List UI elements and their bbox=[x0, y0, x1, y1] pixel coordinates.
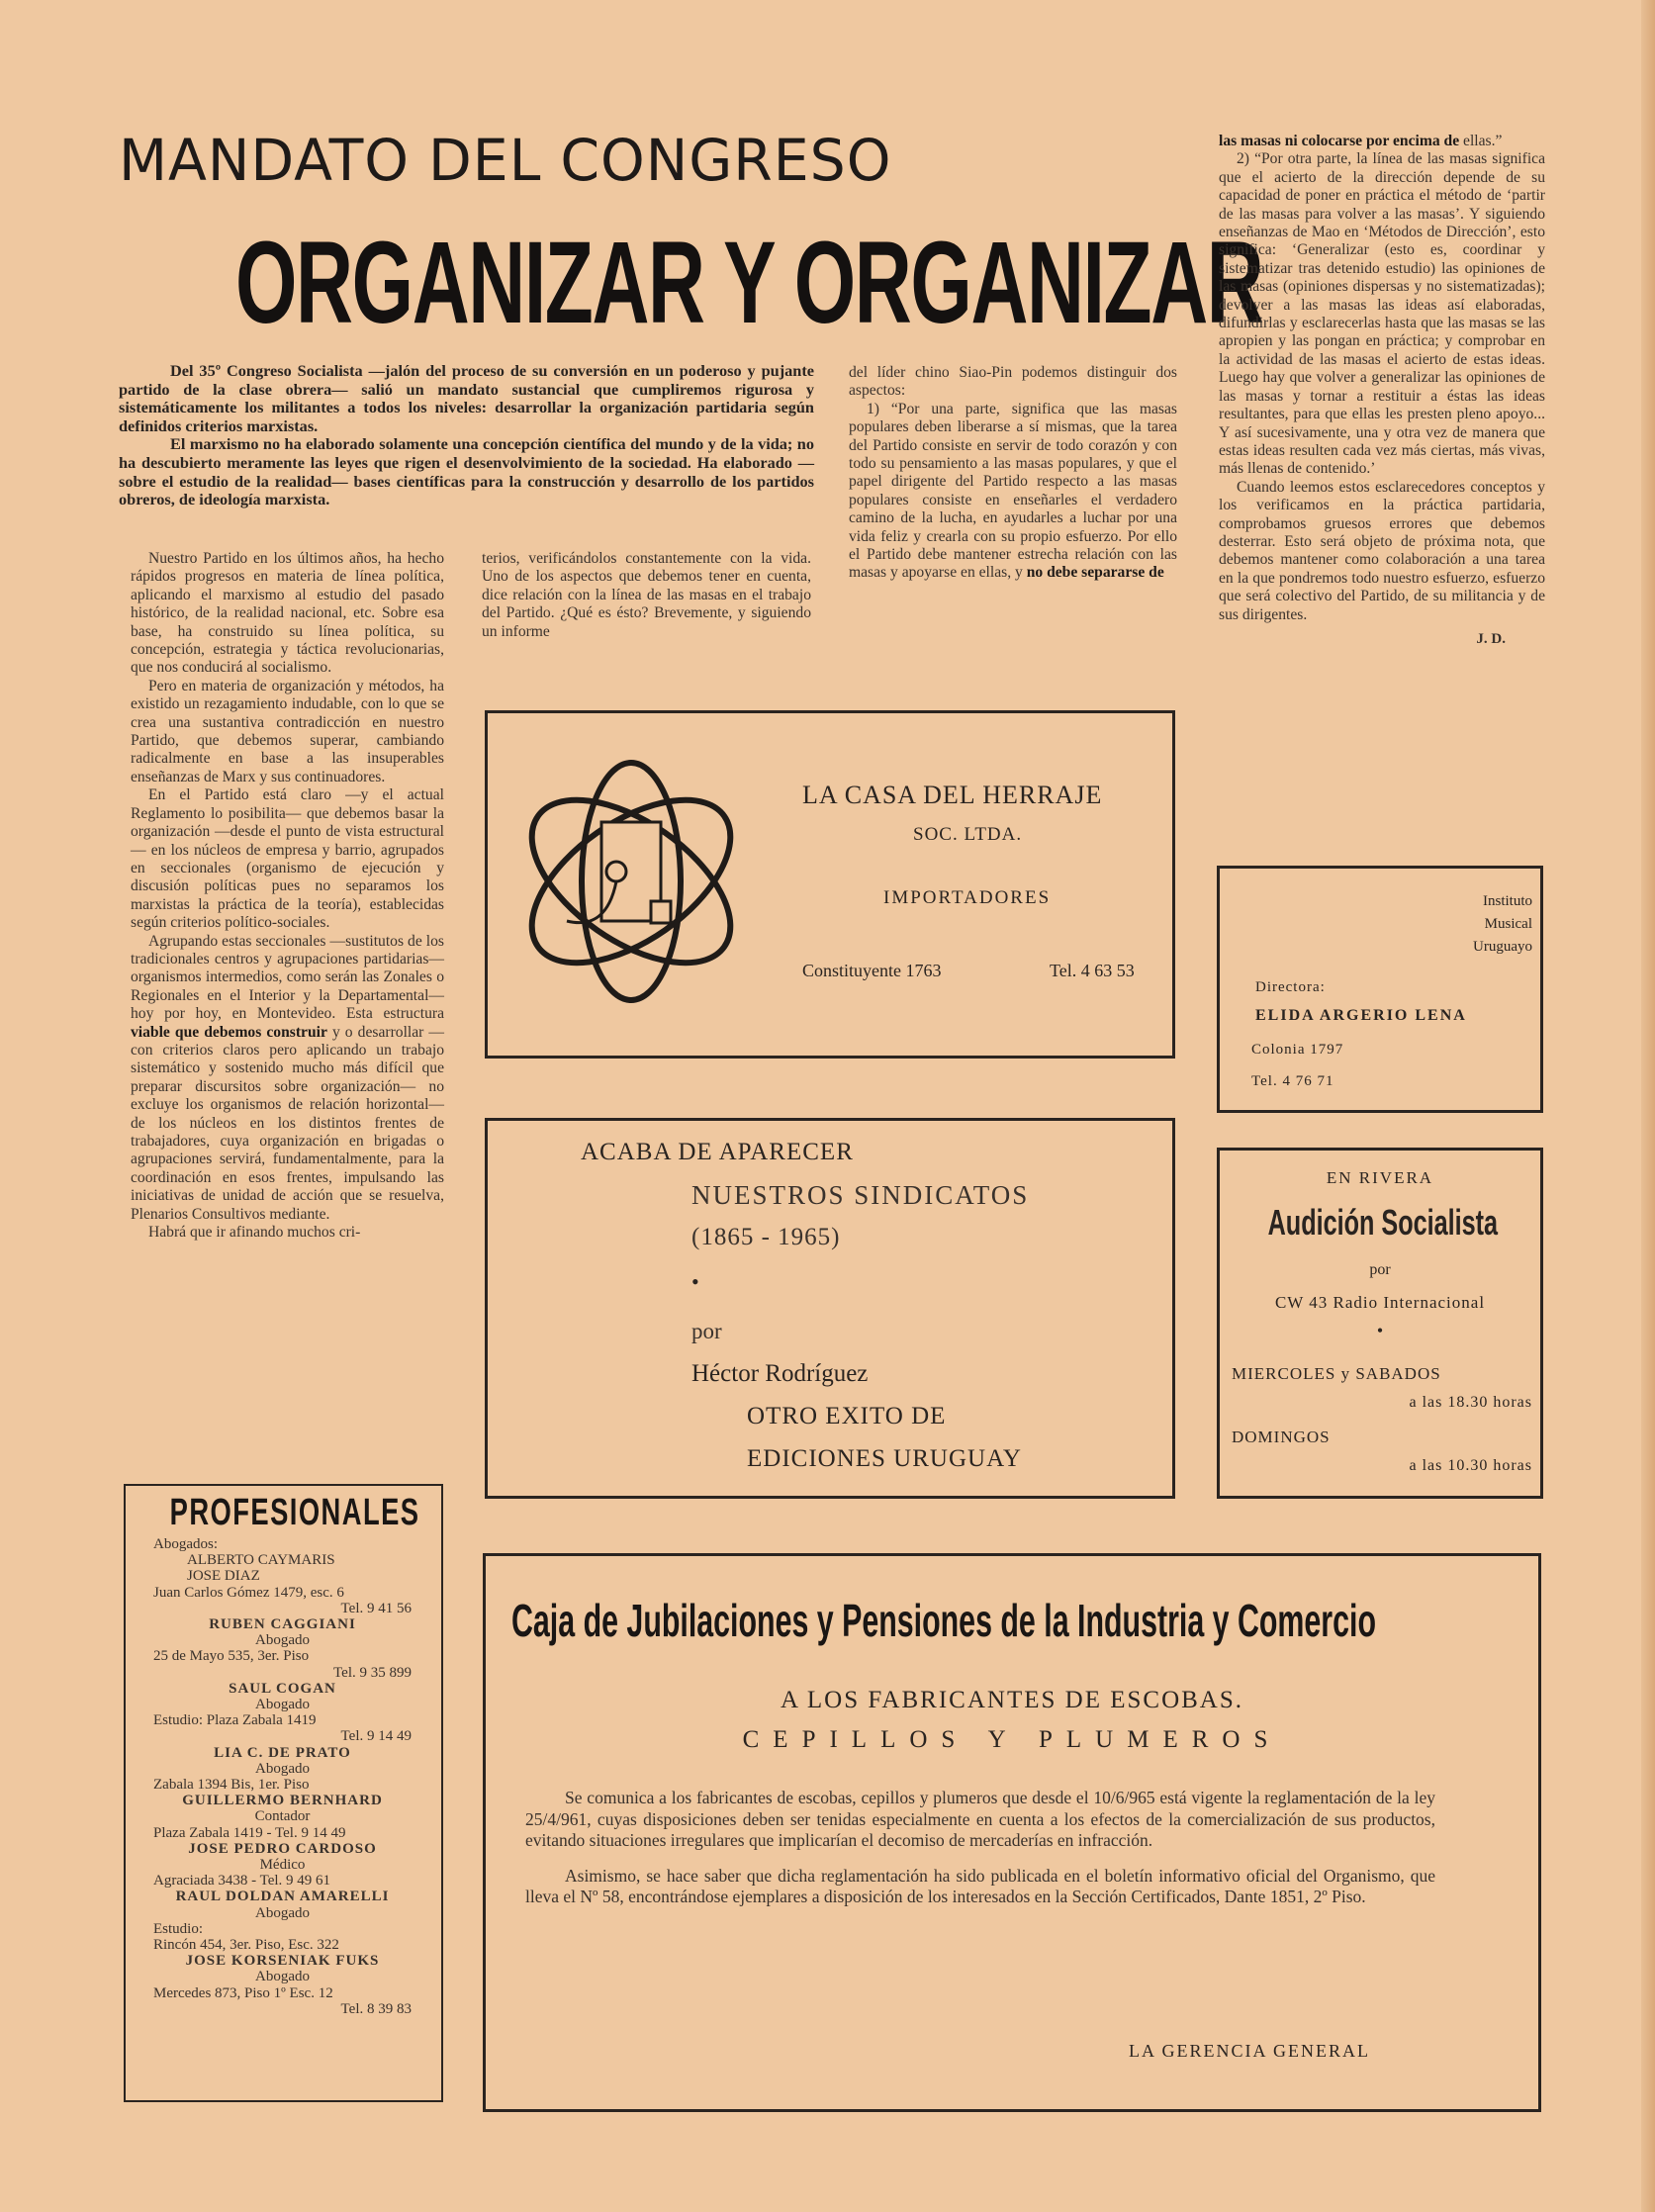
page-edge bbox=[1641, 0, 1655, 2212]
professional-detail: Abogado bbox=[255, 1697, 310, 1713]
article-signature: J. D. bbox=[1476, 630, 1506, 647]
professional-detail: 25 de Mayo 535, 3er. Piso bbox=[153, 1648, 310, 1665]
book-author: Héctor Rodríguez bbox=[691, 1360, 869, 1387]
instituto-address: Colonia 1797 bbox=[1251, 1042, 1344, 1058]
professional-detail: JOSE DIAZ bbox=[187, 1568, 260, 1585]
ad-audicion-socialista bbox=[1217, 1148, 1543, 1499]
professional-detail: Tel. 8 39 83 bbox=[340, 2000, 412, 2017]
rivera-title: Audición Socialista bbox=[1267, 1202, 1499, 1243]
bullet-icon: • bbox=[691, 1269, 699, 1294]
book-tagline: OTRO EXITO DE bbox=[747, 1403, 947, 1429]
caja-subtitle-2: CEPILLOS Y PLUMEROS bbox=[742, 1726, 1282, 1753]
body-paragraph: del líder chino Siao-Pin podemos distinguir dos aspectos: bbox=[849, 364, 1177, 400]
rivera-by: por bbox=[1369, 1261, 1391, 1278]
ad-nuestros-sindicatos bbox=[485, 1118, 1175, 1499]
profesionales-box bbox=[124, 1484, 443, 2102]
body-paragraph: En el Partido está claro —y el actual Reglamento lo posibilita— que debemos basar la organización —desde el punto de vista estructural— en los núcleos de empresa y barrio, agrupados en seccionales (organismo de ejecución y discusión políticas pues no separamos los marxistas la práctica de la teoría), establecidas según criterios político-sociales. bbox=[131, 786, 444, 932]
article-column-4 bbox=[1219, 133, 1545, 648]
bullet-icon: • bbox=[1376, 1321, 1384, 1340]
body-paragraph bbox=[849, 401, 1177, 583]
article-intro bbox=[119, 362, 814, 509]
instituto-phone: Tel. 4 76 71 bbox=[1251, 1073, 1334, 1089]
rivera-time-1: a las 18.30 horas bbox=[1409, 1394, 1532, 1411]
professional-detail: Contador bbox=[254, 1808, 311, 1825]
instituto-name bbox=[1473, 890, 1532, 959]
rivera-days-1: MIERCOLES y SABADOS bbox=[1232, 1364, 1441, 1383]
ad-caja-jubilaciones bbox=[483, 1553, 1541, 2112]
rivera-location: EN RIVERA bbox=[1326, 1168, 1434, 1187]
body-paragraph: Nuestro Partido en los últimos años, ha hecho rápidos progresos en materia de línea política, aplicando el marxismo al estudio del pasado histórico, de la realidad nacional, etc. Sobre esa base, ha construido su línea política, su concepción, estrategia y táctica revolucionarias, que nos conducirá al socialismo. bbox=[131, 550, 444, 677]
intro-paragraph: Del 35º Congreso Socialista —jalón del proceso de su conversión en un poderoso y pujante partido de la clase obrera— salió un mandato sustancial que cumpliremos rigurosa y sistemáticamente los militantes a todos los niveles: desarrollar la organización partidaria según definidos criterios marxistas. bbox=[119, 361, 814, 435]
professional-detail: Juan Carlos Gómez 1479, esc. 6 bbox=[153, 1584, 344, 1601]
professional-detail: Abogado bbox=[255, 1969, 310, 1985]
book-years: (1865 - 1965) bbox=[691, 1224, 841, 1250]
professional-detail: Zabala 1394 Bis, 1er. Piso bbox=[153, 1777, 310, 1794]
profesionales-title: PROFESIONALES bbox=[169, 1492, 420, 1533]
professional-detail: Mercedes 873, Piso 1º Esc. 12 bbox=[153, 1984, 333, 2001]
book-announcement: ACABA DE APARECER bbox=[581, 1139, 854, 1165]
profesionales-list bbox=[126, 1536, 441, 2017]
body-paragraph: terios, verificándolos constantemente con la vida. Uno de los aspectos que debemos tener en cuenta, dice relación con la línea de las masas en el trabajo del Partido. ¿Qué es ésto? Brevemente, y siguiendo un informe bbox=[482, 550, 811, 640]
text-run: y o desarrollar —con criterios claros pero aplicando un trabajo sistemático y sostenido mucho más difícil que preparar discursitos sobre organización— no excluye los organismos de relación horizontal— de los núcleos en los distintos frentes de trabajadores, cuya organización en brigadas o agrupaciones servirá, fundamentalmente, para la coordinación en esos frentes, impulsando las iniciativas de unidad de acción que se resuelva, Plenarios Consultivos mediante. bbox=[131, 1023, 445, 1223]
bold-run: las masas ni colocarse por encima de bbox=[1219, 133, 1460, 149]
instituto-role: Directora: bbox=[1255, 979, 1326, 995]
text-run: ellas.” bbox=[1459, 133, 1503, 149]
professional-detail: Tel. 9 14 49 bbox=[340, 1728, 412, 1745]
rivera-time-2: a las 10.30 horas bbox=[1409, 1457, 1532, 1474]
bold-run: no debe separarse de bbox=[1026, 564, 1164, 582]
professional-name: RAUL DOLDAN AMARELLI bbox=[175, 1889, 390, 1905]
herraje-type: SOC. LTDA. bbox=[913, 824, 1023, 845]
professional-name: JOSE PEDRO CARDOSO bbox=[188, 1840, 377, 1857]
body-paragraph: 2) “Por otra parte, la línea de las masas significa que el acierto de la dirección depende de su capacidad de poner en práctica el método de ‘partir de las masas para volver a las masas’. Y siguiendo enseñanzas de Mao en ‘Métodos de Dirección’, esto significa: ‘Generalizar (esto es, coordinar y sistematizar tras detenido estudio) las opiniones de las masas (opiniones dispersas y no sistematizadas); devolver a las masas las ideas así elaboradas, difundirlas y esclarecerlas hasta que las masas se las apropien y las pongan en práctica; y comprobar en la actividad de las masas el acierto de estas ideas. Luego hay que volver a generalizar las opiniones de las masas y tornar a restituir a éstas las ideas resultantes, para que ellas les presten pleno apoyo... Y así sucesivamente, una y otra vez de manera que estas ideas resulten cada vez más ciertas, más vivas, más llenas de contenido.’ bbox=[1219, 150, 1545, 478]
professional-name: SAUL COGAN bbox=[229, 1680, 336, 1697]
text-run: 1) “Por una parte, significa que las masas populares deben liberarse a sí mismas, que la tarea del Partido consiste en servir de todo corazón y con todo su pensamiento a las masas populares, y que el papel dirigente del Partido respecto a las masas populares consiste en enseñarles el verdadero camino de la lucha, en ayudarles a luchar por una vida feliz y crearla con su propio esfuerzo. Por ello el Partido debe mantener estrecha relación con las masas y apoyarse en ellas, y bbox=[849, 400, 1177, 582]
caja-paragraph: Asimismo, se hace saber que dicha reglamentación ha sido publicada en el boletín informativo oficial del Organismo, que lleva el Nº 58, encontrándose ejemplares a disposición de los interesados en la Sección Certificados, Dante 1851, 2º Piso. bbox=[525, 1865, 1435, 1906]
professional-detail: Estudio: Plaza Zabala 1419 bbox=[153, 1712, 317, 1729]
professional-detail: Agraciada 3438 - Tel. 9 49 61 bbox=[153, 1873, 331, 1889]
body-paragraph bbox=[1219, 133, 1545, 150]
bold-run: viable que debemos construir bbox=[131, 1023, 327, 1041]
professional-name: LIA C. DE PRATO bbox=[214, 1744, 351, 1761]
caja-notice bbox=[525, 1788, 1435, 1908]
professional-name: JOSE KORSENIAK FUKS bbox=[185, 1953, 380, 1970]
ad-instituto-musical bbox=[1217, 866, 1543, 1113]
body-paragraph bbox=[131, 933, 444, 1225]
rivera-days-2: DOMINGOS bbox=[1232, 1428, 1331, 1446]
rivera-station: CW 43 Radio Internacional bbox=[1274, 1293, 1486, 1312]
professional-detail: Rincón 454, 3er. Piso, Esc. 322 bbox=[153, 1937, 339, 1954]
book-publisher: EDICIONES URUGUAY bbox=[747, 1445, 1022, 1472]
instituto-director: ELIDA ARGERIO LENA bbox=[1255, 1007, 1467, 1024]
herraje-activity: IMPORTADORES bbox=[883, 887, 1052, 908]
professional-name: RUBEN CAGGIANI bbox=[209, 1616, 356, 1633]
professional-detail: ALBERTO CAYMARIS bbox=[187, 1552, 335, 1569]
herraje-address: Constituyente 1763 bbox=[802, 961, 942, 980]
article-column-1 bbox=[131, 550, 444, 1242]
instituto-name-line: Instituto bbox=[1482, 893, 1532, 909]
herraje-phone: Tel. 4 63 53 bbox=[1050, 961, 1135, 980]
book-by: por bbox=[691, 1319, 722, 1343]
professional-detail: Abogados: bbox=[153, 1536, 218, 1552]
body-paragraph: Cuando leemos estos esclarecedores conceptos y los verificamos en la práctica partidaria, comprobamos gruesos errores que debemos desterrar. Esto será objeto de próxima nota, que debemos mantener como colaboración a una tarea en la que pondremos todo nuestro esfuerzo, esfuerzo que será colectivo del Partido, de su militancia y de sus dirigentes. bbox=[1219, 478, 1545, 623]
caja-paragraph: Se comunica a los fabricantes de escobas, cepillos y plumeros que desde el 10/6/965 está vigente la reglamentación de la ley 25/4/961, cuyas disposiciones deben ser tenidas especialmente en cuenta a los efectos de la comercialización de sus productos, evitando situaciones irregulares que implicarían el decomiso de mercaderías en infracción. bbox=[525, 1788, 1435, 1850]
professional-detail: Abogado bbox=[255, 1760, 310, 1777]
professional-name: GUILLERMO BERNHARD bbox=[182, 1793, 383, 1809]
professional-detail: Tel. 9 35 899 bbox=[333, 1664, 412, 1681]
professional-detail: Estudio: bbox=[153, 1920, 204, 1937]
body-paragraph: Habrá que ir afinando muchos cri- bbox=[148, 1224, 361, 1242]
article-column-2 bbox=[482, 550, 811, 641]
atom-lock-logo-icon bbox=[507, 753, 755, 1010]
caja-subtitle-1: A LOS FABRICANTES DE ESCOBAS. bbox=[780, 1687, 1244, 1713]
professional-detail: Plaza Zabala 1419 - Tel. 9 14 49 bbox=[153, 1824, 346, 1841]
article-headline: ORGANIZAR Y ORGANIZAR bbox=[235, 218, 1263, 348]
instituto-name-line: Uruguayo bbox=[1473, 939, 1532, 955]
book-title: NUESTROS SINDICATOS bbox=[691, 1180, 1030, 1210]
professional-detail: Médico bbox=[259, 1857, 306, 1874]
body-paragraph: Pero en materia de organización y métodos, ha existido un rezagamiento indudable, con lo que se crea una sustantiva contradicción en nuestro Partido, que debemos superar, cambiando radicalmente en base a las insuperables enseñanzas de Marx y sus continuadores. bbox=[131, 677, 444, 785]
caja-signature: LA GERENCIA GENERAL bbox=[1129, 2041, 1370, 2061]
text-run: Agrupando estas seccionales —sustitutos de los tradicionales centros y agrupaciones partidarias— organismos intermedios, como serán las Zonales o Regionales en el Interior y la Departamental— hoy por hoy, en Montevideo. Esta estructura bbox=[131, 932, 444, 1023]
article-column-3 bbox=[849, 364, 1177, 583]
instituto-name-line: Musical bbox=[1484, 916, 1532, 932]
professional-detail: Abogado bbox=[255, 1904, 310, 1921]
herraje-name: LA CASA DEL HERRAJE bbox=[802, 781, 1103, 809]
intro-paragraph: El marxismo no ha elaborado solamente una concepción científica del mundo y de la vida; no ha descubierto meramente las leyes que rigen el desenvolvimiento de la sociedad. Ha elaborado —sobre el estudio de la realidad— bases científicas para la construcción y desarrollo de los partidos obreros, de ideología marxista. bbox=[119, 434, 814, 509]
ad-casa-del-herraje bbox=[485, 710, 1175, 1059]
caja-title: Caja de Jubilaciones y Pensiones de la Industria y Comercio bbox=[511, 1595, 1376, 1646]
article-kicker: MANDATO DEL CONGRESO bbox=[119, 127, 892, 194]
professional-detail: Tel. 9 41 56 bbox=[340, 1600, 412, 1616]
professional-detail: Abogado bbox=[255, 1632, 310, 1649]
